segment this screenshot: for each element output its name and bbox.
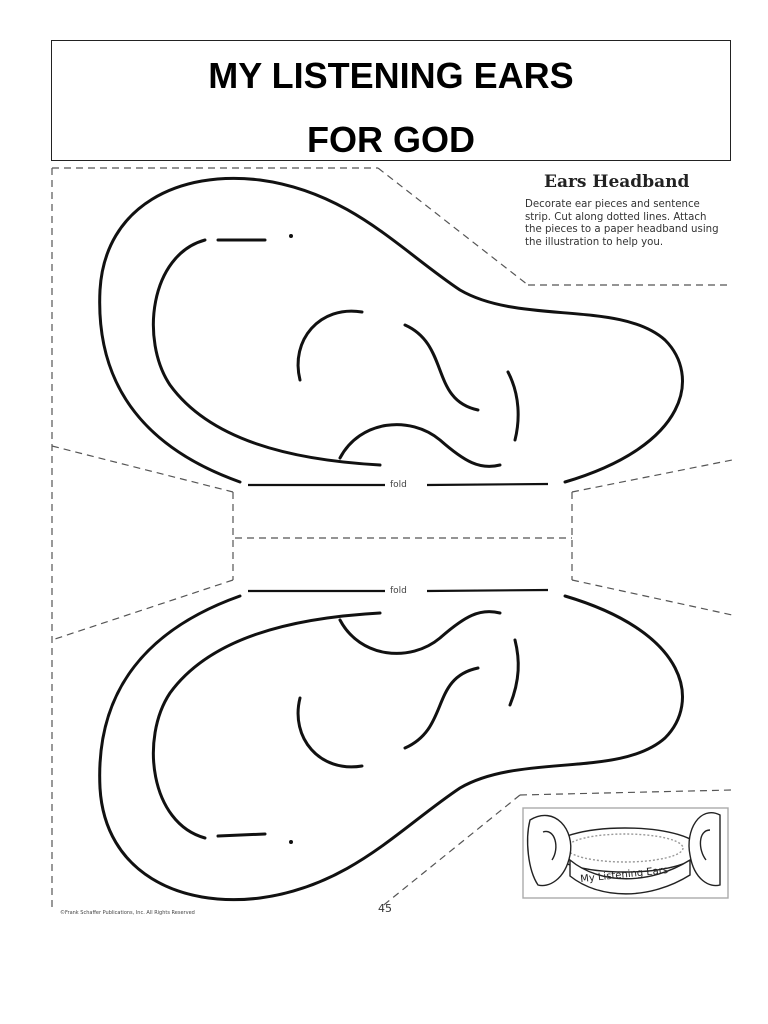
bottom-ear-canal — [340, 612, 500, 654]
bottom-ear-lobe-fold — [510, 640, 518, 705]
illustration-strip-text: My Listening Ears — [579, 864, 669, 886]
headband-illustration — [523, 808, 728, 898]
bottom-ear-dot — [289, 840, 293, 844]
top-ear-tragus — [298, 311, 362, 380]
top-ear-lobe-fold — [508, 372, 518, 440]
top-diagonal-cut-line — [378, 168, 528, 285]
bottom-ear-rim-tip — [218, 834, 265, 836]
top-ear-canal — [340, 425, 500, 467]
fold-label-bottom: fold — [390, 586, 407, 596]
top-ear-antihelix — [405, 325, 478, 410]
copyright-notice: ©Frank Schaffer Publications, Inc. All Rights Reserved — [60, 910, 195, 916]
page-number: 45 — [378, 902, 392, 915]
cut-lines — [52, 168, 732, 912]
title-line-2: FOR GOD — [307, 119, 475, 160]
fold-line-top-right — [427, 484, 548, 485]
bottom-ear-inner-rim — [153, 613, 380, 838]
top-ear-inner-rim — [153, 240, 380, 465]
band-right-bottom-cut — [572, 580, 732, 615]
title-line-1: MY LISTENING EARS — [208, 55, 574, 96]
top-ear-dot — [289, 234, 293, 238]
fold-line-bottom-right — [427, 590, 548, 591]
fold-label-top: fold — [390, 480, 407, 490]
bottom-ear-tragus — [298, 698, 362, 767]
worksheet-heading: Ears Headband — [544, 172, 690, 192]
band-right-top-cut — [572, 460, 732, 492]
worksheet-instructions: Decorate ear pieces and sentence strip. Cut along dotted lines. Attach the pieces to a paper headband using the illustration to help you. — [525, 199, 719, 248]
bottom-diagonal-cut-line — [380, 795, 520, 908]
bottom-ear-antihelix — [405, 668, 478, 748]
bottom-right-cut-line — [520, 790, 732, 795]
